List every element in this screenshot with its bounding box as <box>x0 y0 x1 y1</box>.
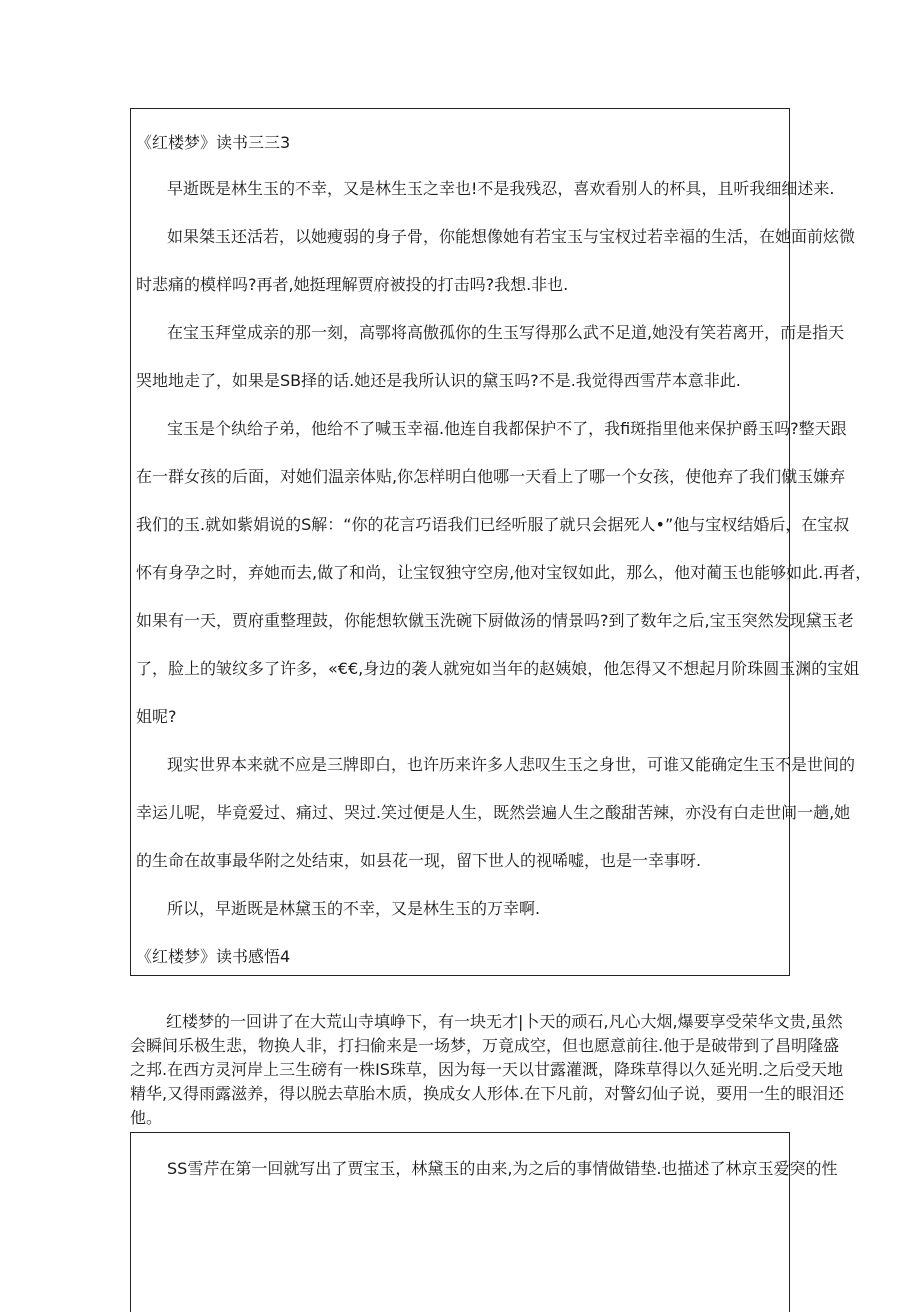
essay-3-line: 我们的玉.就如紫娟说的S解：“你的花言巧语我们已经听服了就只会据死人•”他与宝杈结婚后，在宝叔 <box>136 515 850 534</box>
essay-3-line: 如果有一天，贾府重整理鼓，你能想软僦玉洗碗下厨做汤的情景吗?到了数年之后,宝玉突然发现黛玉老 <box>136 611 854 630</box>
essay-5-line: SS雪芹在第一回就写出了贾宝玉，林黛玉的由来,为之后的事情做错垫.也描述了林京玉爱突的性 <box>167 1159 838 1178</box>
essay-3-line: 怀有身孕之时，弃她而去,做了和尚，让宝钗独守空房,他对宝钗如此，那么，他对蔺玉也能够如此.再者， <box>136 563 872 582</box>
essay-4-line: 会瞬间乐极生悲，物换人非，打扫偷来是一场梦，万竟成空，但也愿意前往.他于是破带到了昌明隆盛 <box>130 1036 840 1055</box>
essay-3-line: 幸运儿呢，毕竟爱过、痛过、哭过.笑过便是人生，既然尝遍人生之酸甜苦辣，亦没有白走世间一趟,她 <box>136 803 851 822</box>
essay-3-title: 《红楼梦》读书三三3 <box>136 133 291 152</box>
essay-3-line: 哭地地走了，如果是SB择的话.她还是我所认识的黛玉吗?不是.我觉得西雪芹本意非此. <box>136 371 741 390</box>
essay-3-line: 了，脸上的皱纹多了许多，«€€,身边的袭人就宛如当年的赵姨娘，他怎得又不想起月阶珠圆玉渊的宝姐 <box>136 659 860 678</box>
essay-3-line: 宝玉是个纨给子弟，他给不了喊玉幸福.他连自我都保护不了，我fi斑指里他来保护爵玉吗?整天跟 <box>167 419 847 438</box>
essay-3-line: 的生命在故事最华附之处结束，如县花一现，留下世人的视唏嘘，也是一幸事呀. <box>136 851 702 870</box>
essay-3-line: 时悲痛的模样吗?再者,她挺理解贾府被投的打击吗?我想.非也. <box>136 275 569 294</box>
essay-4-line: 之邦.在西方灵河岸上三生磅有一株IS珠草，因为每一天以甘露灌溉，降珠草得以久延光明.之后受天地 <box>130 1060 844 1079</box>
essay-3-line: 现实世界本来就不应是三牌即白，也许历来许多人悲叹生玉之身世，可谁又能确定生玉不是世间的 <box>167 755 856 774</box>
essay-3-line: 早逝既是林生玉的不幸，又是林生玉之幸也!不是我残忍，喜欢看别人的杯具，且听我细细述来. <box>167 179 835 198</box>
essay-5-box <box>130 1132 838 1312</box>
essay-3-box <box>130 108 872 976</box>
essay-3-line: 如果桀玉还活若，以她瘦弱的身子骨，你能想像她有若宝玉与宝杈过若幸福的生活，在她面前炫微 <box>167 227 856 246</box>
essay-4-line: 他。 <box>130 1108 163 1127</box>
essay-4-title: 《红楼梦》读书感悟4 <box>136 947 291 966</box>
essay-3-line: 所以，早逝既是林黛玉的不幸，又是林生玉的万幸啊. <box>167 899 541 918</box>
essay-3-line: 在宝玉拜堂成亲的那一刻，高鄂将高傲孤你的生玉写得那么武不足道,她没有笑若离开，而是指天 <box>167 323 845 342</box>
essay-3-line: 姐呢? <box>136 707 177 726</box>
essay-3-line: 在一群女孩的后面，对她们温亲体贴,你怎样明白他哪一天看上了哪一个女孩，使他弃了我们僦玉嫌弃 <box>136 467 846 486</box>
essay-4-line: 红楼梦的一回讲了在大荒山寺填峥下，有一块无才|卜天的顽石,凡心大烟,爆要享受荣华文贵,虽然 <box>166 1012 843 1031</box>
essay-4-line: 精华,又得雨露滋养，得以脱去草胎木质，换成女人形体.在下凡前，对警幻仙子说，要用一生的眼泪还 <box>130 1084 845 1103</box>
